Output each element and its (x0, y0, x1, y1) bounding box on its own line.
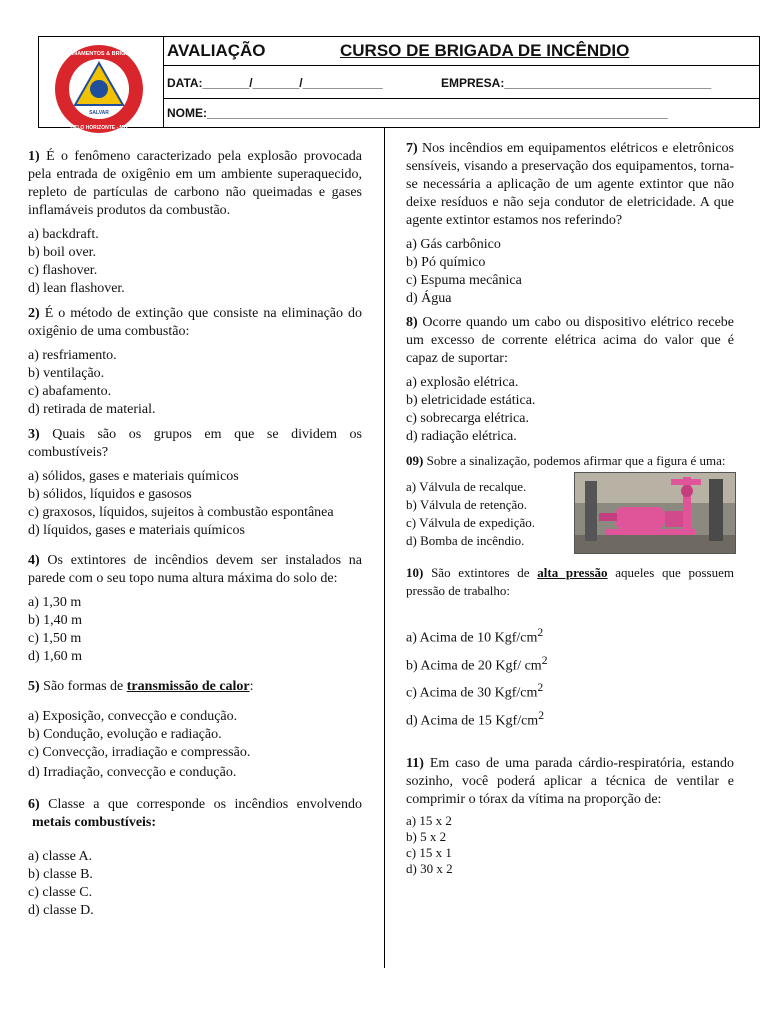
options-list (406, 813, 734, 877)
brigade-logo (53, 43, 145, 135)
fire-pump-photo (574, 472, 736, 554)
superscript: 2 (538, 708, 545, 722)
option[interactable]: b) sólidos, líquidos e gasosos (28, 487, 192, 502)
option[interactable] (406, 705, 734, 733)
option[interactable]: c) Espuma mecânica (406, 273, 522, 288)
fire-pump-image (575, 473, 735, 553)
option[interactable]: d) líquidos, gases e materiais químicos (28, 523, 245, 538)
option[interactable]: c) sobrecarga elétrica. (406, 411, 529, 426)
option[interactable]: b) classe B. (28, 867, 93, 882)
option[interactable]: c) flashover. (28, 263, 98, 278)
question-text: Em caso de uma parada cárdio-respiratória, estando sozinho, você poderá aplicar a técnica de ventilar e comprimir o tórax da vítima na proporção de: (406, 755, 735, 807)
option[interactable]: b) Condução, evolução e radiação. (28, 727, 222, 742)
option[interactable]: d) Irradiação, convecção e condução. (28, 765, 237, 780)
question-number: 7) (406, 141, 418, 156)
options-list (28, 594, 362, 666)
question-text: É o fenômeno caracterizado pela explosão provocada pela entrada de oxigênio em um ambiente superaquecido, repleto de partículas de carbono não queimadas e gases inflamáveis produtos da combustão. (28, 149, 362, 218)
option[interactable]: a) 1,30 m (28, 595, 82, 610)
option[interactable]: b) 5 x 2 (406, 828, 447, 844)
option[interactable]: a) backdraft. (28, 227, 99, 242)
question-8 (406, 314, 734, 446)
question-text: É o método de extinção que consiste na eliminação do oxigênio de uma combustão: (28, 306, 363, 339)
option[interactable]: b) Válvula de retenção. (406, 497, 528, 512)
options-list (28, 347, 362, 419)
question-keyword: transmissão de calor (126, 679, 250, 694)
question-text: Os extintores de incêndios devem ser instalados na parede com o seu topo numa altura máxima do solo de: (28, 553, 363, 586)
question-11 (406, 755, 734, 877)
exam-header (38, 36, 760, 131)
options-list (28, 708, 362, 782)
option[interactable]: d) 1,60 m (28, 649, 83, 664)
header-title-avaliacao: AVALIAÇÃO (167, 41, 266, 60)
option[interactable]: c) Convecção, irradiação e compressão. (28, 745, 251, 760)
question-text: Ocorre quando um cabo ou dispositivo elétrico recebe um excesso de corrente elétrica acima do valor que é capaz de suportar: (406, 315, 734, 366)
option-text: d) Acima de 15 Kgf/cm (406, 713, 539, 729)
option[interactable] (406, 650, 734, 678)
question-number: 11) (406, 755, 424, 771)
name-field[interactable]: NOME:_____________________________________________________________________ (167, 106, 668, 120)
option-text: a) Acima de 10 Kgf/cm (406, 630, 538, 646)
options-list (406, 374, 734, 446)
question-text: São formas de (43, 679, 127, 694)
option[interactable]: a) explosão elétrica. (406, 375, 519, 390)
option[interactable]: a) Gás carbônico (406, 237, 501, 252)
option[interactable] (406, 622, 734, 650)
question-text: Sobre a sinalização, podemos afirmar que a figura é uma: (426, 453, 726, 468)
question-text: Classe a que corresponde os incêndios envolvendo (48, 797, 362, 812)
question-2 (28, 305, 362, 419)
question-number: 3) (28, 427, 40, 442)
question-text-end: aqueles que possuem pressão de trabalho: (406, 565, 734, 598)
right-column (406, 140, 734, 877)
option[interactable]: c) Válvula de expedição. (406, 515, 535, 530)
option[interactable]: b) ventilação. (28, 366, 105, 381)
question-3 (28, 426, 362, 540)
superscript: 2 (541, 653, 548, 667)
option[interactable]: d) classe D. (28, 903, 94, 918)
question-5 (28, 678, 362, 782)
question-number: 2) (28, 306, 40, 321)
option[interactable]: d) 30 x 2 (406, 860, 453, 876)
question-1 (28, 148, 362, 298)
logo-cell (39, 37, 164, 131)
header-date-row (163, 65, 759, 99)
option[interactable]: c) 15 x 1 (406, 844, 452, 860)
question-text-end: : (249, 679, 254, 694)
option[interactable]: b) boil over. (28, 245, 97, 260)
question-text: São extintores de (431, 565, 538, 580)
option[interactable]: d) retirada de material. (28, 402, 156, 417)
question-number: 09) (406, 453, 424, 468)
option[interactable]: b) eletricidade estática. (406, 393, 536, 408)
question-number: 5) (28, 679, 40, 694)
options-list (28, 848, 362, 920)
superscript: 2 (537, 681, 544, 695)
option-text: c) Acima de 30 Kgf/cm (406, 685, 538, 701)
question-9 (406, 452, 734, 550)
question-4 (28, 552, 362, 666)
date-field[interactable]: DATA:_______/_______/____________ (167, 76, 383, 90)
option[interactable]: c) classe C. (28, 885, 93, 900)
question-text: Quais são os grupos em que se dividem os combustíveis? (28, 427, 362, 460)
option[interactable]: a) resfriamento. (28, 348, 117, 363)
option[interactable]: a) classe A. (28, 849, 93, 864)
header-fields (163, 37, 759, 127)
question-number: 8) (406, 315, 418, 330)
question-number: 4) (28, 553, 40, 568)
logo-top-text: TREINAMENTOS & BRIGADA (60, 51, 138, 57)
column-divider (384, 128, 385, 968)
question-keyword: metais combustíveis: (32, 815, 157, 830)
logo-mid-text: SALVAR (89, 110, 109, 116)
option[interactable]: b) 1,40 m (28, 613, 83, 628)
options-list (28, 468, 362, 540)
option[interactable]: d) Água (406, 291, 452, 306)
question-number: 6) (28, 797, 40, 812)
option-text: b) Acima de 20 Kgf/ cm (406, 658, 542, 674)
option[interactable]: d) radiação elétrica. (406, 429, 517, 444)
question-10 (406, 564, 734, 733)
option[interactable]: a) sólidos, gases e materiais químicos (28, 469, 239, 484)
question-text: Nos incêndios em equipamentos elétricos e eletrônicos sensíveis, visando a preservação dos equipamentos, torna-se necessária a aplicação de um agente extintor que não deixe resíduos e não seja condutor de eletricidade. A que agente extintor estamos nos referindo? (406, 141, 734, 228)
question-keyword: alta pressão (537, 565, 608, 580)
option[interactable]: a) 15 x 2 (406, 812, 452, 828)
option[interactable]: a) Exposição, convecção e condução. (28, 709, 238, 724)
option[interactable]: d) Bomba de incêndio. (406, 533, 525, 548)
options-list (406, 236, 734, 308)
option[interactable]: a) Válvula de recalque. (406, 479, 527, 494)
header-title-course: CURSO DE BRIGADA DE INCÊNDIO (340, 41, 630, 60)
question-number: 10) (406, 565, 424, 580)
question-number: 1) (28, 149, 40, 164)
option[interactable] (406, 677, 734, 705)
option[interactable]: c) graxosos, líquidos, sujeitos à combustão espontânea (28, 505, 334, 520)
option[interactable]: c) 1,50 m (28, 631, 82, 646)
options-list (406, 622, 734, 733)
company-field[interactable]: EMPRESA:_______________________________ (441, 76, 712, 90)
question-6 (28, 796, 362, 920)
option[interactable]: b) Pó químico (406, 255, 486, 270)
left-column (28, 148, 362, 920)
options-list (28, 226, 362, 298)
question-7 (406, 140, 734, 308)
logo-bottom-text: BELO HORIZONTE - MG (70, 125, 128, 131)
option[interactable]: d) lean flashover. (28, 281, 125, 296)
superscript: 2 (537, 626, 544, 639)
option[interactable]: c) abafamento. (28, 384, 112, 399)
